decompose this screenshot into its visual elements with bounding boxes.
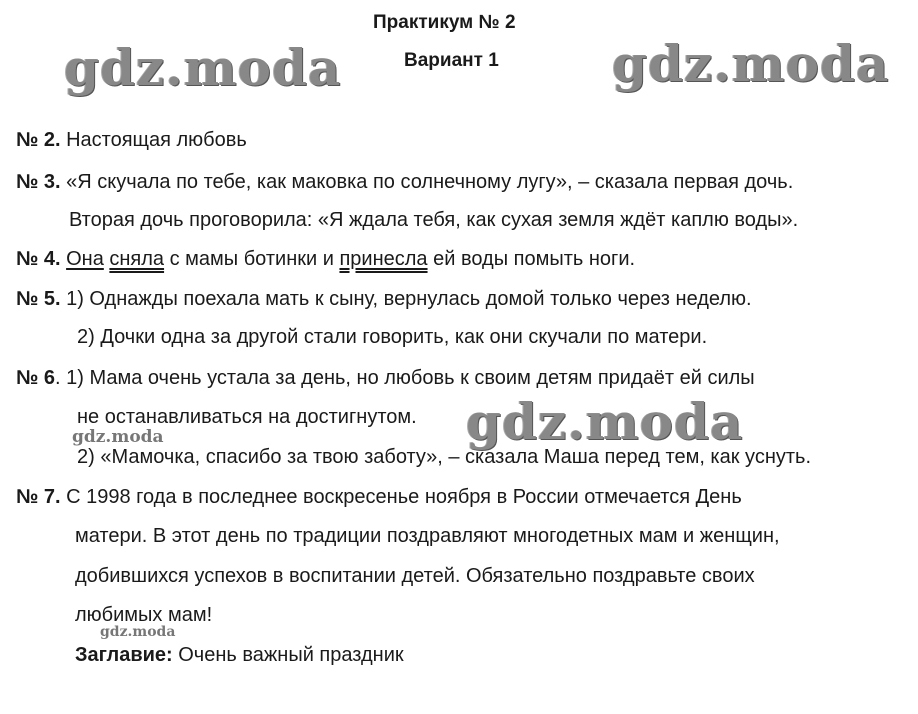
task-5 — [16, 287, 752, 311]
title-value: Очень важный праздник — [172, 644, 404, 666]
task-number: № 6 — [16, 367, 55, 389]
subject-word: Она — [66, 248, 104, 270]
task-7-line-3: добившихся успехов в воспитании детей. Обязательно поздравьте своих — [75, 565, 755, 587]
task-number: № 3. — [16, 171, 61, 193]
task-3 — [16, 170, 793, 194]
task-7-line-4: любимых мам! — [75, 604, 213, 626]
task-7-line-2: матери. В этот день по традиции поздравляют многодетных мам и женщин, — [75, 525, 780, 547]
task-5-line-2: 2) Дочки одна за другой стали говорить, как они скучали по матери. — [77, 326, 708, 348]
variant-label: Вариант 1 — [404, 50, 499, 71]
watermark-logo: gdz.moda — [612, 34, 890, 93]
task-3-line-2: Вторая дочь проговорила: «Я ждала тебя, как сухая земля ждёт каплю воды». — [69, 209, 799, 231]
predicate-word: принесла — [339, 248, 428, 270]
task-6-line-2: не останавливаться на достигнутом. — [77, 406, 417, 428]
task-text: С 1998 года в последнее воскресенье ноября в России отмечается День — [66, 486, 742, 508]
task-4 — [16, 247, 635, 271]
task-text: 1) Однажды поехала мать к сыну, вернулась домой только через неделю. — [66, 288, 752, 310]
task-text: . 1) Мама очень устала за день, но любовь к своим детям придаёт ей силы — [54, 367, 755, 389]
task-text: с мамы ботинки и — [164, 248, 340, 270]
task-6-line-3: 2) «Мамочка, спасибо за твою заботу», – сказала Маша перед тем, как уснуть. — [77, 446, 812, 468]
watermark-logo: gdz.moda — [100, 624, 176, 640]
task-text: «Я скучала по тебе, как маковка по солнечному лугу», – сказала первая дочь. — [66, 171, 794, 193]
task-2 — [16, 128, 247, 152]
task-text: Настоящая любовь — [66, 129, 247, 151]
task-number: № 4. — [16, 248, 61, 270]
task-text: ей воды помыть ноги. — [427, 248, 636, 270]
task-number: № 7. — [16, 486, 61, 508]
predicate-word: сняла — [109, 248, 165, 270]
page-title: Практикум № 2 — [373, 12, 516, 33]
watermark-logo: gdz.moda — [64, 38, 342, 97]
task-7 — [16, 485, 742, 509]
task-6 — [16, 366, 755, 390]
task-number: № 2. — [16, 129, 61, 151]
title-label: Заглавие: — [75, 644, 173, 666]
task-number: № 5. — [16, 288, 61, 310]
watermark-logo: gdz.moda — [466, 392, 744, 451]
task-7-title — [75, 643, 404, 667]
watermark-logo: gdz.moda — [72, 427, 164, 447]
